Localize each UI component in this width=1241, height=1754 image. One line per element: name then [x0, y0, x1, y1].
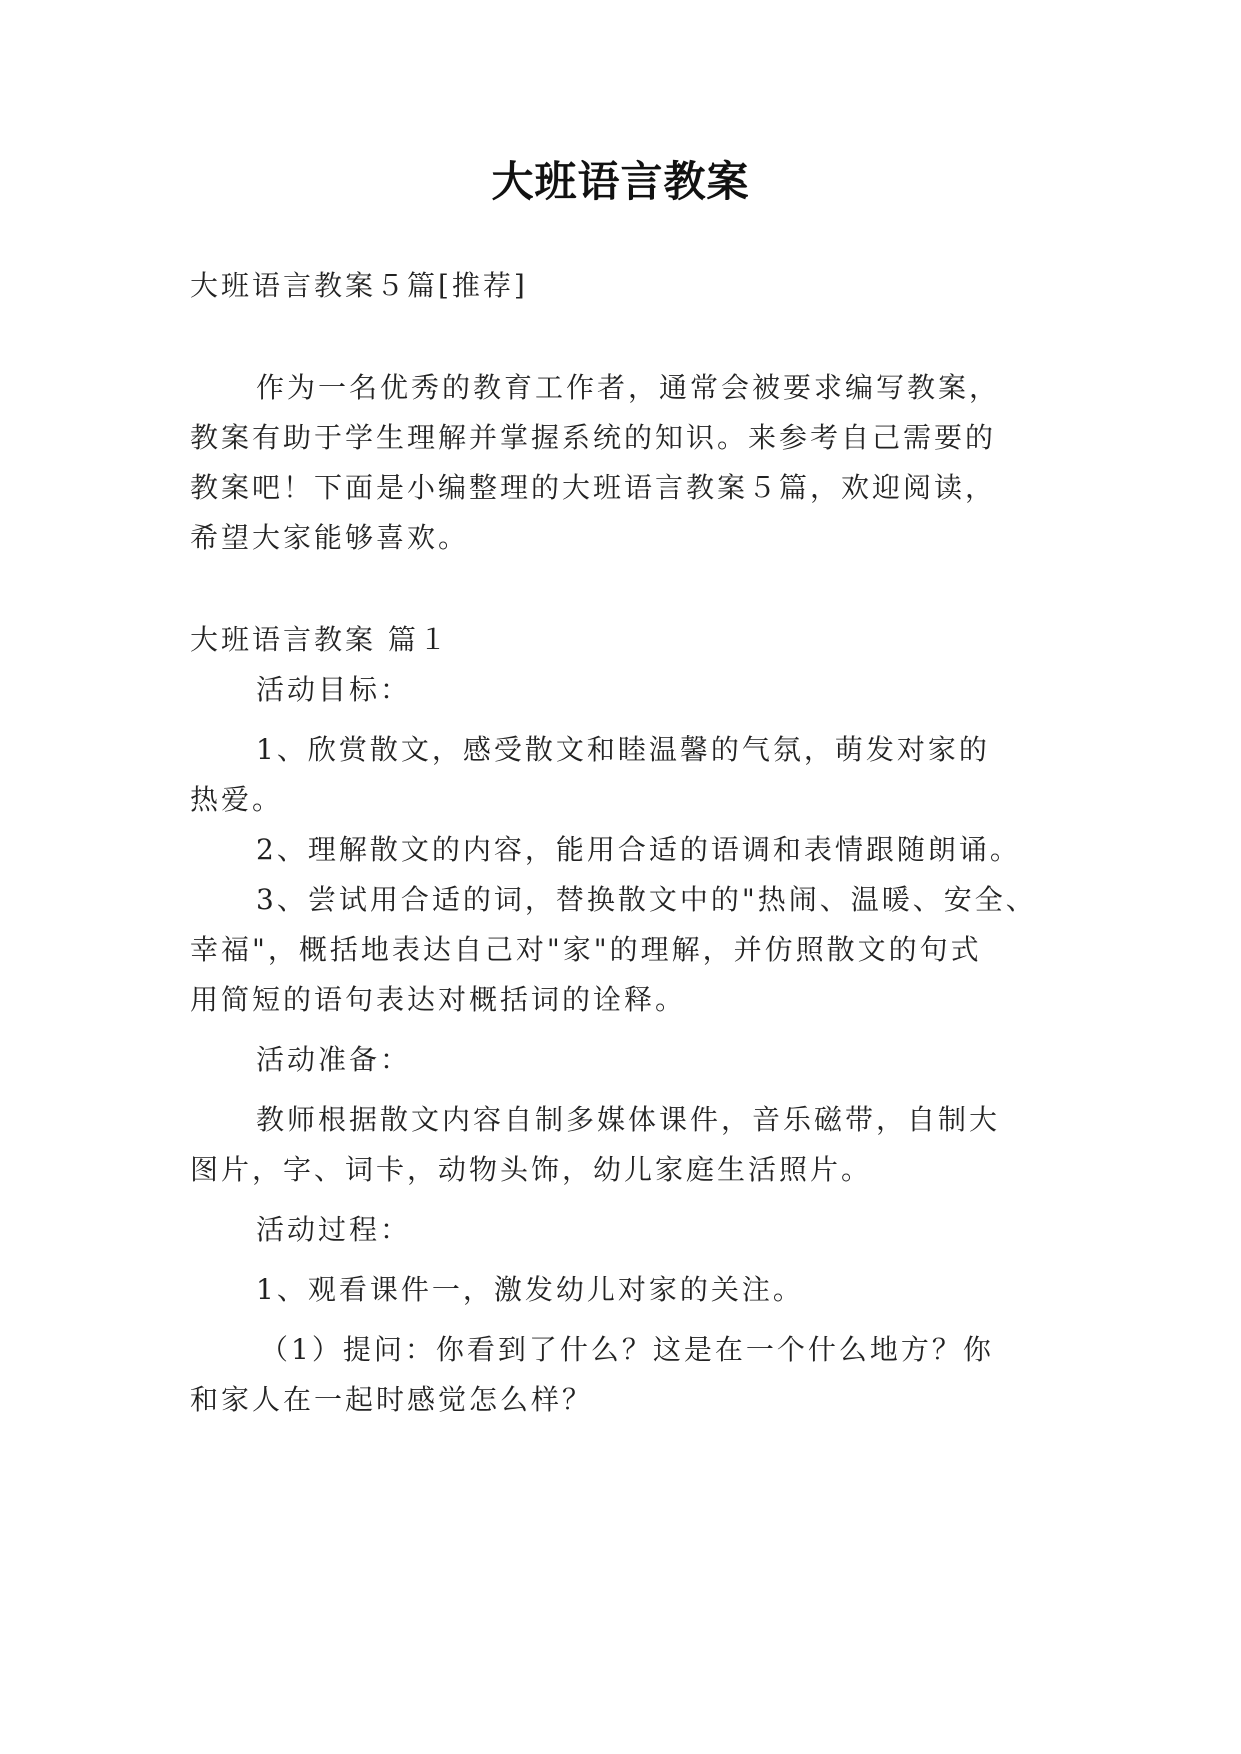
body-line: 图片，字、词卡，动物头饰，幼儿家庭生活照片。: [190, 1153, 873, 1186]
body-line: 1、观看课件一，激发幼儿对家的关注。: [256, 1273, 804, 1306]
section-heading: 大班语言教案 篇１: [190, 623, 450, 656]
body-line: 2、理解散文的内容，能用合适的语调和表情跟随朗诵。: [256, 833, 1021, 866]
body-line: 热爱。: [190, 783, 284, 816]
intro-line: 作为一名优秀的教育工作者，通常会被要求编写教案，: [256, 371, 1001, 404]
intro-line: 希望大家能够喜欢。: [190, 521, 470, 554]
body-line: 幸福"，概括地表达自己对"家"的理解，并仿照散文的句式: [190, 933, 982, 966]
body-line: 活动准备：: [256, 1043, 412, 1076]
document-title: 大班语言教案: [491, 157, 750, 206]
body-line: （1）提问：你看到了什么？这是在一个什么地方？你: [260, 1333, 994, 1366]
document-subtitle: 大班语言教案５篇[推荐]: [190, 269, 528, 302]
body-line: 用简短的语句表达对概括词的诠释。: [190, 983, 687, 1016]
body-line: 教师根据散文内容自制多媒体课件，音乐磁带，自制大: [256, 1103, 1001, 1136]
intro-line: 教案吧！下面是小编整理的大班语言教案５篇，欢迎阅读，: [190, 471, 997, 504]
body-line: 和家人在一起时感觉怎么样？: [190, 1383, 594, 1416]
body-line: 活动过程：: [256, 1213, 412, 1246]
body-line: 1、欣赏散文，感受散文和睦温馨的气氛，萌发对家的: [256, 733, 990, 766]
intro-line: 教案有助于学生理解并掌握系统的知识。来参考自己需要的: [190, 421, 997, 454]
body-line: 3、尝试用合适的词，替换散文中的"热闹、温暖、安全、: [256, 883, 1037, 916]
body-line: 活动目标：: [256, 673, 412, 706]
